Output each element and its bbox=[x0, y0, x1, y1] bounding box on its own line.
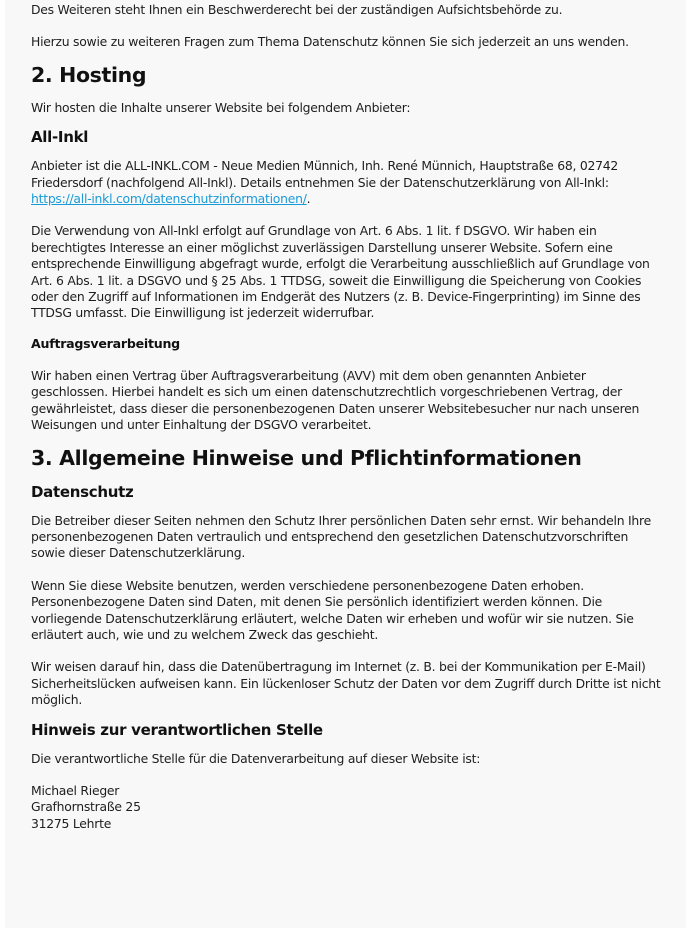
document-page bbox=[5, 0, 686, 928]
hosting-intro: Wir hosten die Inhalte unserer Website bei folgendem Anbieter: bbox=[31, 99, 411, 115]
auftragsverarbeitung-paragraph: Wir haben einen Vertrag über Auftragsverarbeitung (AVV) mit dem oben genannten Anbieter geschlossen. Hierbei handelt es sich um einen datenschutzrechtlich vorgeschriebenen Vertrag, der gewährleistet, dass dieser die personenbezogenen Daten unserer Websitebesucher nur nach unseren Weisungen und unter Einhaltung der DSGVO verarbeitet. bbox=[31, 367, 640, 433]
responsible-party-address bbox=[31, 783, 663, 832]
all-inkl-heading: All-Inkl bbox=[31, 128, 89, 147]
legal-basis-paragraph: Die Verwendung von All-Inkl erfolgt auf Grundlage von Art. 6 Abs. 1 lit. f DSGVO. Wir haben ein berechtigtes Interesse an einer möglichst zuverlässigen Darstellung unserer Website. Sofern eine entsprechende Einwilligung abgefragt wurde, erfolgt die Verarbeitung ausschließlich auf Grundlage von Art. 6 Abs. 1 lit. a DSGVO und § 25 Abs. 1 TTDSG, soweit die Einwilligung die Speicherung von Cookies oder den Zugriff auf Informationen im Endgerät des Nutzers (z. B. Device-Fingerprinting) im Sinne des TTDSG umfasst. Die Einwilligung ist jederzeit widerrufbar. bbox=[31, 223, 650, 321]
contact-paragraph: Hierzu sowie zu weiteren Fragen zum Thema Datenschutz können Sie sich jederzeit an uns wenden. bbox=[31, 34, 629, 50]
responsible-party-heading: Hinweis zur verantwortlichen Stelle bbox=[31, 720, 323, 739]
datenschutz-paragraph-2: Wenn Sie diese Website benutzen, werden verschiedene personenbezogene Daten erhoben. Personenbezogene Daten sind Daten, mit denen Sie persönlich identifiziert werden können. Die vorliegende Datenschutzerklärung erläutert, welche Daten wir erheben und wofür wir sie nutzen. Sie erläutert auch, wie und zu welchem Zweck das geschieht. bbox=[31, 577, 634, 642]
general-info-heading: 3. Allgemeine Hinweise und Pflichtinformationen bbox=[31, 445, 582, 470]
all-inkl-privacy-link[interactable]: https://all-inkl.com/datenschutzinformationen/ bbox=[31, 191, 307, 207]
responsible-party-intro: Die verantwortliche Stelle für die Datenverarbeitung auf dieser Website ist: bbox=[31, 750, 481, 766]
privacy-policy-content bbox=[31, 2, 663, 832]
address-city: 31275 Lehrte bbox=[31, 815, 112, 831]
all-inkl-provider-paragraph bbox=[31, 158, 663, 207]
address-street: Grafhornstraße 25 bbox=[31, 799, 141, 815]
hosting-heading: 2. Hosting bbox=[31, 62, 147, 87]
datenschutz-heading: Datenschutz bbox=[31, 482, 134, 501]
link-suffix: . bbox=[306, 191, 311, 207]
datenschutz-paragraph-1: Die Betreiber dieser Seiten nehmen den Schutz Ihrer persönlichen Daten sehr ernst. Wir behandeln Ihre personenbezogenen Daten vertraulich und entsprechend den gesetzlichen Datenschutzvorschriften sowie dieser Datenschutzerklärung. bbox=[31, 512, 651, 561]
complaint-paragraph: Des Weiteren steht Ihnen ein Beschwerderecht bei der zuständigen Aufsichtsbehörde zu. bbox=[31, 2, 563, 17]
datenschutz-paragraph-3: Wir weisen darauf hin, dass die Datenübertragung im Internet (z. B. bei der Kommunikation per E-Mail) Sicherheitslücken aufweisen kann. Ein lückenloser Schutz der Daten vor dem Zugriff durch Dritte ist nicht möglich. bbox=[31, 659, 661, 708]
all-inkl-provider-text: Anbieter ist die ALL-INKL.COM - Neue Medien Münnich, Inh. René Münnich, Hauptstraße 68, 02742 Friedersdorf (nachfolgend All-Inkl). Details entnehmen Sie der Datenschutzerklärung von All-Inkl: bbox=[31, 158, 619, 190]
auftragsverarbeitung-heading: Auftragsverarbeitung bbox=[31, 335, 180, 351]
address-name: Michael Rieger bbox=[31, 782, 120, 798]
